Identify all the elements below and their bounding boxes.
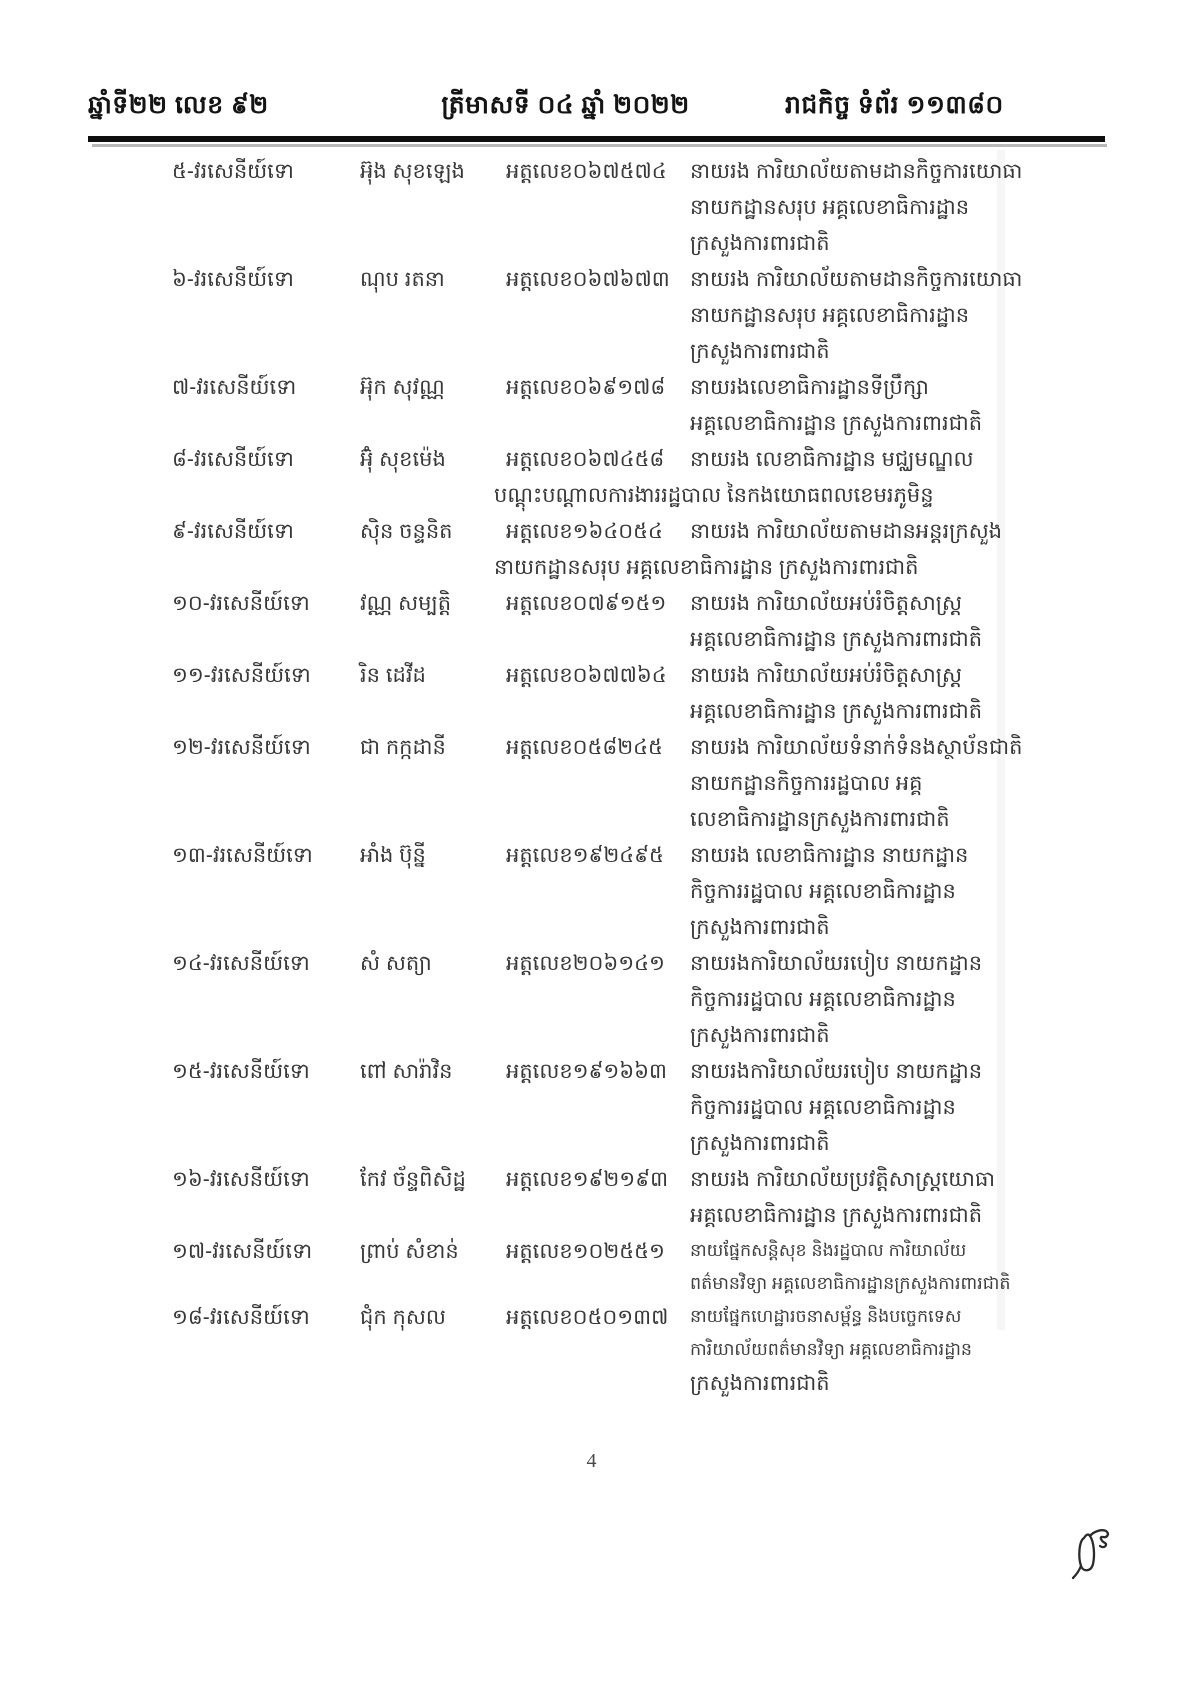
entry-id-number: អត្តលេខ០៥៨២៤៥ — [506, 736, 663, 759]
position-line: នាយផ្នែកសន្តិសុខ និងរដ្ឋបាល ការិយាល័យ — [690, 1240, 967, 1260]
entry-id-number: អត្តលេខ០៦៧៦៧៣ — [506, 268, 670, 291]
appointment-row — [172, 1300, 1052, 1402]
position-line: នាយរង លេខាធិការដ្ឋាន មជ្ឈមណ្ឌល — [690, 448, 974, 471]
position-line: នាយរង ការិយាល័យតាមដានអន្តរក្រសួង — [690, 520, 1003, 543]
entry-position — [690, 1162, 1052, 1234]
entry-officer-name: វណ្ណ សម្បត្តិ — [360, 592, 452, 615]
position-line: បណ្តុះបណ្តាលការងាររដ្ឋបាល នៃកងយោធពលខេមរភូមិន្ទ — [494, 484, 934, 507]
entry-number-rank: ៦-វរសេនីយ៍ទោ — [172, 268, 294, 291]
header-rule — [88, 136, 1105, 142]
appointment-row — [172, 838, 1052, 946]
position-line: ពត៌មានវិទ្យា អគ្គលេខាធិការដ្ឋានក្រសួងការពារជាតិ — [690, 1273, 1011, 1293]
entry-number-rank: ១៣-វរសេនីយ៍ទោ — [172, 844, 313, 867]
position-line: អគ្គលេខាធិការដ្ឋាន ក្រសួងការពារជាតិ — [690, 628, 983, 651]
position-line: នាយកដ្ឋានសរុប អគ្គលេខាធិការដ្ឋាន ក្រសួងការពារជាតិ — [494, 556, 919, 579]
entry-position — [690, 1300, 1052, 1402]
entry-officer-name: ជុំក កុសល — [360, 1306, 446, 1329]
entry-officer-name: កែវ ច័ន្ទពិសិដ្ឋ — [360, 1168, 466, 1191]
entry-position — [690, 262, 1052, 370]
entry-id-number: អត្តលេខ០៧៩១៥១ — [506, 592, 667, 615]
position-line: នាយរង ការិយាល័យតាមដានកិច្ចការយោធា — [690, 268, 1023, 291]
header-year-issue: ឆ្នាំទី២២ លេខ ៩២ — [88, 91, 269, 119]
position-line: នាយរង ការិយាល័យប្រវត្តិសាស្ត្រយោធា — [690, 1168, 995, 1191]
position-line: អគ្គលេខាធិការដ្ឋាន ក្រសួងការពារជាតិ — [690, 700, 983, 723]
position-line: ក្រសួងការពារជាតិ — [690, 1024, 830, 1047]
appointment-row — [172, 154, 1052, 262]
entry-id-number: អត្តលេខ០៦៧៧៦៤ — [506, 664, 667, 687]
entry-officer-name: ពៅ សារ៉ាវិន — [360, 1060, 453, 1083]
page-number: 4 — [586, 1450, 597, 1472]
entry-id-number: អត្តលេខ០៦៩១៧៨ — [506, 376, 666, 399]
appointment-list — [172, 154, 1052, 1402]
position-line: នាយរង ការិយាល័យអប់រំចិត្តសាស្ត្រ — [690, 592, 963, 615]
position-line: នាយរង ការិយាល័យទំនាក់ទំនងស្ថាប័នជាតិ — [690, 736, 1023, 759]
entry-officer-name: អ៊ុំ សុខម៉េង — [360, 448, 446, 471]
entry-position — [690, 1054, 1052, 1162]
entry-number-rank: ៨-វរសេនីយ៍ទោ — [172, 448, 294, 471]
position-line: ការិយាល័យពត៌មានវិទ្យា អគ្គលេខាធិការដ្ឋាន — [690, 1339, 972, 1359]
appointment-row — [172, 730, 1052, 838]
position-line: កិច្ចការរដ្ឋបាល អគ្គលេខាធិការដ្ឋាន — [690, 1096, 956, 1119]
position-line: ក្រសួងការពារជាតិ — [690, 232, 830, 255]
appointment-row — [172, 1234, 1052, 1300]
entry-number-rank: ១៨-វរសេនីយ៍ទោ — [172, 1306, 310, 1329]
entry-position — [690, 658, 1052, 730]
appointment-row — [172, 1162, 1052, 1234]
entry-officer-name: ណុប រតនា — [360, 268, 445, 291]
entry-position — [690, 1234, 1052, 1300]
entry-number-rank: ១៥-វរសេនីយ៍ទោ — [172, 1060, 310, 1083]
position-line: នាយរង ការិយាល័យតាមដានកិច្ចការយោធា — [690, 160, 1023, 183]
position-line: ក្រសួងការពារជាតិ — [690, 916, 830, 939]
entry-position — [690, 370, 1052, 442]
appointment-row — [172, 658, 1052, 730]
entry-officer-name: រិន ដេវីដ — [360, 664, 426, 687]
entry-officer-name: អ៊ុក សុវណ្ណ — [360, 376, 445, 399]
entry-position — [690, 838, 1052, 946]
entry-id-number: អត្តលេខ២០៦១៤១ — [506, 952, 665, 975]
position-line: ក្រសួងការពារជាតិ — [690, 340, 830, 363]
entry-number-rank: ៥-វរសេនីយ៍ទោ — [172, 160, 294, 183]
entry-id-number: អត្តលេខ០៦៧៤៥៨ — [506, 448, 665, 471]
appointment-row — [172, 442, 1052, 514]
entry-number-rank: ១១-វរសេនីយ៍ទោ — [172, 664, 311, 687]
entry-officer-name: អ៊ុង សុខឡេង — [360, 160, 465, 183]
appointment-row — [172, 1054, 1052, 1162]
header-gazette-page: រាជកិច្ច ទំព័រ ១១៣៨០ — [785, 91, 1004, 119]
position-line: ក្រសួងការពារជាតិ — [690, 1372, 830, 1395]
entry-id-number: អត្តលេខ១៩១៦៦៣ — [506, 1060, 667, 1083]
entry-officer-name: ព្រាប់ សំខាន់ — [360, 1240, 459, 1263]
position-line: នាយរងការិយាល័យរបៀប នាយកដ្ឋាន — [690, 1060, 983, 1083]
signature-mark — [1068, 1528, 1116, 1587]
position-line: នាយផ្នែកហេដ្ឋារចនាសម្ព័ន្ធ និងបច្ចេកទេស — [690, 1306, 962, 1326]
entry-position — [690, 586, 1052, 658]
entry-number-rank: ៧-វរសេនីយ៍ទោ — [172, 376, 297, 399]
position-line: អគ្គលេខាធិការដ្ឋាន ក្រសួងការពារជាតិ — [690, 1204, 983, 1227]
position-line: ក្រសួងការពារជាតិ — [690, 1132, 830, 1155]
position-line: នាយកដ្ឋានសរុប អគ្គលេខាធិការដ្ឋាន — [690, 196, 970, 219]
appointment-row — [172, 586, 1052, 658]
header-rule-shadow — [92, 144, 1107, 147]
entry-officer-name: អាំង ប៊ុន្នី — [360, 844, 426, 867]
appointment-row — [172, 370, 1052, 442]
entry-number-rank: ១២-វរសេនីយ៍ទោ — [172, 736, 311, 759]
entry-number-rank: ១៧-វរសេនីយ៍ទោ — [172, 1240, 313, 1263]
appointment-row — [172, 946, 1052, 1054]
entry-number-rank: ១៦-វរសេនីយ៍ទោ — [172, 1168, 310, 1191]
position-line: កិច្ចការរដ្ឋបាល អគ្គលេខាធិការដ្ឋាន — [690, 988, 956, 1011]
position-line: នាយរងការិយាល័យរបៀប នាយកដ្ឋាន — [690, 952, 983, 975]
appointment-row — [172, 262, 1052, 370]
entry-officer-name: ជា កក្កដានី — [360, 736, 446, 759]
entry-id-number: អត្តលេខ១៩២១៩៣ — [506, 1168, 669, 1191]
position-line: នាយរងលេខាធិការដ្ឋានទីប្រឹក្សា — [690, 376, 929, 399]
position-line: នាយរង ការិយាល័យអប់រំចិត្តសាស្ត្រ — [690, 664, 963, 687]
entry-id-number: អត្តលេខ១០២៥៥១ — [506, 1240, 665, 1263]
entry-id-number: អត្តលេខ១៩២៤៩៥ — [506, 844, 664, 867]
position-line: លេខាធិការដ្ឋានក្រសួងការពារជាតិ — [690, 808, 950, 831]
entry-position — [690, 946, 1052, 1054]
entry-id-number: អត្តលេខ០៥០១៣៧ — [506, 1306, 669, 1329]
entry-officer-name: សំ សត្យា — [360, 952, 432, 975]
header-quarter-year: ត្រីមាសទី ០៤ ឆ្នាំ ២០២២ — [441, 91, 690, 119]
position-line: នាយកដ្ឋានសរុប អគ្គលេខាធិការដ្ឋាន — [690, 304, 970, 327]
entry-position — [690, 154, 1052, 262]
entry-number-rank: ១៤-វរសេនីយ៍ទោ — [172, 952, 310, 975]
entry-position — [690, 730, 1052, 838]
appointment-row — [172, 514, 1052, 586]
position-line: នាយរង លេខាធិការដ្ឋាន នាយកដ្ឋាន — [690, 844, 969, 867]
entry-number-rank: ៩-វរសេនីយ៍ទោ — [172, 520, 294, 543]
entry-id-number: អត្តលេខ០៦៧៥៧៤ — [506, 160, 667, 183]
entry-number-rank: ១០-វរសេនីយ៍ទោ — [172, 592, 310, 615]
position-line: កិច្ចការរដ្ឋបាល អគ្គលេខាធិការដ្ឋាន — [690, 880, 956, 903]
position-line: អគ្គលេខាធិការដ្ឋាន ក្រសួងការពារជាតិ — [690, 412, 983, 435]
entry-officer-name: ស៊ិន ចន្ទនិត — [360, 520, 453, 543]
position-line: នាយកដ្ឋានកិច្ចការរដ្ឋបាល អគ្គ — [690, 772, 923, 795]
entry-id-number: អត្តលេខ១៦៤០៥៤ — [506, 520, 663, 543]
pen-mark-icon — [1068, 1528, 1116, 1582]
